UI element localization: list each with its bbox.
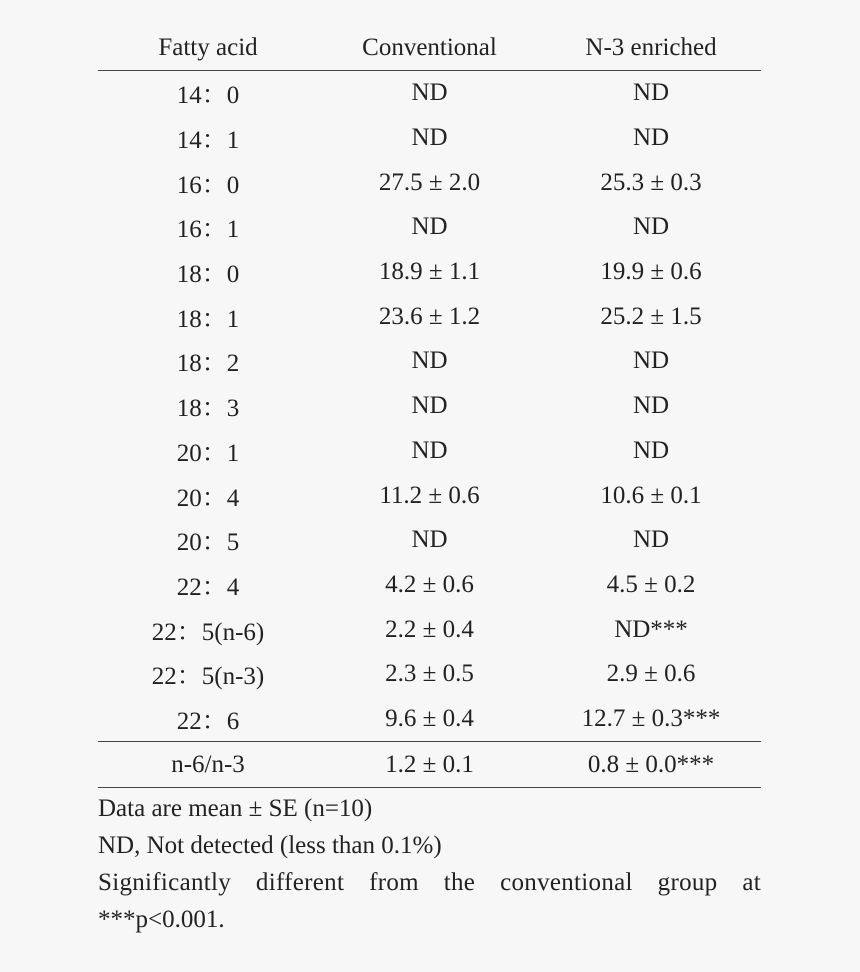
table-row xyxy=(98,294,761,339)
cell-n3-enriched: ND xyxy=(632,79,670,107)
table-footnotes xyxy=(98,790,761,938)
cell-fatty-acid: 20：4 xyxy=(176,484,240,512)
cell-n3-enriched: 2.9 ± 0.6 xyxy=(606,660,696,688)
cell-conventional: 23.6 ± 1.2 xyxy=(378,302,481,330)
cell-n3-enriched: 12.7 ± 0.3*** xyxy=(581,704,721,732)
cell-n3-enriched: ND xyxy=(632,392,670,420)
cell-n3-enriched: 4.5 ± 0.2 xyxy=(606,570,696,598)
cell-conventional: ND xyxy=(411,436,448,464)
cell-conventional: 27.5 ± 2.0 xyxy=(378,168,481,196)
cell-n3-enriched: 25.3 ± 0.3 xyxy=(600,168,702,196)
summary-label: n-6/n-3 xyxy=(98,742,318,788)
footnote-significance: Significantly different from the conventional group at xyxy=(98,869,761,896)
table-row xyxy=(98,652,761,697)
table-row xyxy=(98,697,761,742)
cell-n3-enriched: ND xyxy=(632,347,670,375)
cell-conventional: ND xyxy=(411,526,448,554)
header-n3-enriched: N-3 enriched xyxy=(541,26,761,71)
summary-conventional: 1.2 ± 0.1 xyxy=(318,742,541,788)
cell-fatty-acid: 16：1 xyxy=(176,216,240,244)
cell-n3-enriched: ND xyxy=(632,213,670,241)
cell-n3-enriched: ND xyxy=(632,436,670,464)
cell-n3-enriched: 10.6 ± 0.1 xyxy=(600,481,702,509)
cell-fatty-acid: 22：4 xyxy=(176,573,240,601)
cell-conventional: ND xyxy=(411,392,448,420)
cell-n3-enriched: ND*** xyxy=(614,615,688,643)
cell-fatty-acid: 22：5(n-3) xyxy=(151,663,265,691)
cell-fatty-acid: 18：0 xyxy=(176,261,240,289)
cell-fatty-acid: 14：1 xyxy=(176,127,240,155)
cell-n3-enriched: ND xyxy=(632,124,670,152)
table-row xyxy=(98,116,761,161)
cell-fatty-acid: 16：0 xyxy=(176,171,240,199)
cell-n3-enriched: ND xyxy=(632,526,670,554)
cell-fatty-acid: 20：5 xyxy=(176,529,240,557)
header-conventional: Conventional xyxy=(318,26,541,71)
cell-conventional: ND xyxy=(411,347,448,375)
footnote-not-detected: ND, Not detected (less than 0.1%) xyxy=(98,832,442,859)
table-row xyxy=(98,71,761,116)
cell-fatty-acid: 22：5(n-6) xyxy=(151,618,265,646)
footnote-p-value: ***p<0.001. xyxy=(98,906,225,933)
cell-fatty-acid: 18：3 xyxy=(176,395,240,423)
cell-fatty-acid: 18：2 xyxy=(176,350,240,378)
table-header-row xyxy=(98,26,761,71)
footnote-mean-se: Data are mean ± SE (n=10) xyxy=(98,795,373,822)
table-row xyxy=(98,339,761,384)
summary-n3-enriched: 0.8 ± 0.0*** xyxy=(541,742,761,788)
cell-conventional: ND xyxy=(411,79,448,107)
cell-conventional: 4.2 ± 0.6 xyxy=(385,570,474,598)
cell-n3-enriched: 19.9 ± 0.6 xyxy=(600,258,702,286)
fatty-acid-table xyxy=(98,26,761,788)
table-row xyxy=(98,429,761,474)
cell-fatty-acid: 14：0 xyxy=(176,82,240,110)
table-row xyxy=(98,205,761,250)
cell-n3-enriched: 25.2 ± 1.5 xyxy=(600,302,702,330)
table-row xyxy=(98,250,761,295)
header-fatty-acid: Fatty acid xyxy=(98,26,318,71)
table-row xyxy=(98,607,761,652)
table-row xyxy=(98,384,761,429)
cell-conventional: 11.2 ± 0.6 xyxy=(379,481,480,509)
cell-conventional: ND xyxy=(411,124,448,152)
cell-conventional: ND xyxy=(411,213,448,241)
cell-conventional: 9.6 ± 0.4 xyxy=(385,704,474,732)
cell-conventional: 18.9 ± 1.1 xyxy=(378,258,481,286)
cell-fatty-acid: 22：6 xyxy=(176,707,240,735)
table-row xyxy=(98,160,761,205)
table-row xyxy=(98,518,761,563)
cell-conventional: 2.3 ± 0.5 xyxy=(385,660,474,688)
cell-fatty-acid: 18：1 xyxy=(176,305,240,333)
table-row xyxy=(98,473,761,518)
cell-fatty-acid: 20：1 xyxy=(176,439,240,467)
summary-row xyxy=(98,742,761,788)
table-row xyxy=(98,563,761,608)
cell-conventional: 2.2 ± 0.4 xyxy=(385,615,474,643)
